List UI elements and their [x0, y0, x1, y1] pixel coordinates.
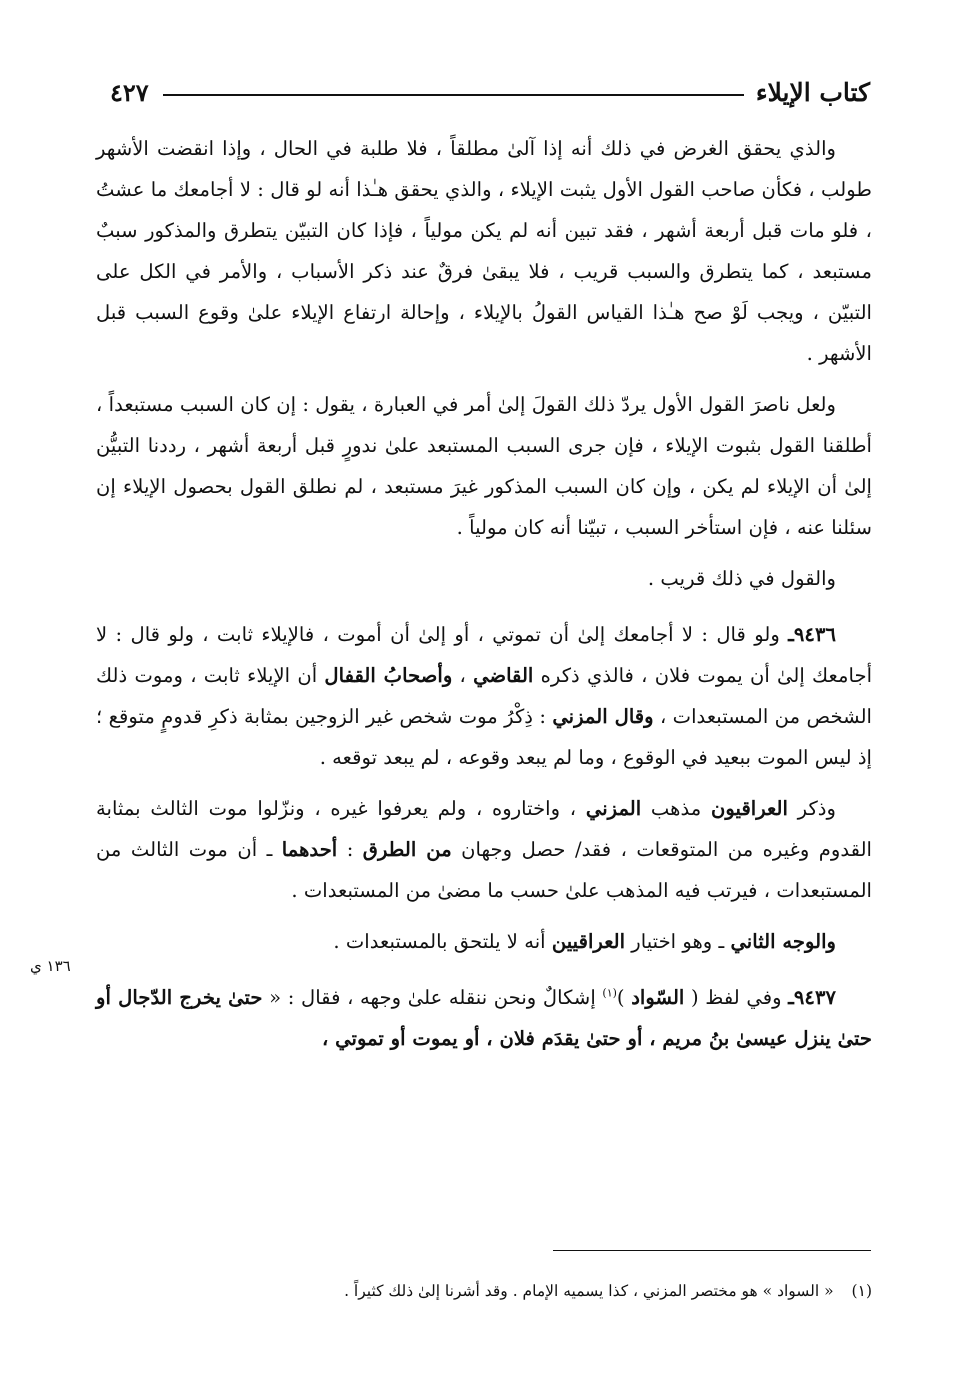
text-run: إشكالٌ ونحن ننقله علىٰ وجهه ، فقال : « — [262, 986, 603, 1009]
text-run: ) — [616, 986, 632, 1009]
bold-term: أحدهما — [281, 838, 338, 861]
paragraph-second-view — [96, 921, 872, 962]
scholar-name: وقال المزني — [552, 705, 654, 728]
text-run: ولو قال : لا أجامعك إلىٰ أن تموتي ، أو إلىٰ أن أموت ، فالإيلاء ثابت ، ولو قال : لا أجامعك إلىٰ أن يموت فلان ، فالذي ذكره — [96, 623, 873, 687]
scholar-name: وأصحابُ القفال — [324, 664, 453, 687]
scholar-name: المزني — [585, 797, 642, 820]
text-run: أن الإيلاء ثابت ، وموت ذلك الشخص من المستبعدات ، — [96, 664, 872, 728]
book-name: السّواد — [631, 986, 685, 1009]
text-run: وفي لفظ ( — [684, 986, 789, 1009]
text-run: مذهب — [641, 797, 712, 820]
footnote-rule — [553, 1250, 871, 1251]
footnote-reference[interactable]: (١) — [602, 986, 617, 1000]
paragraph-iraqiyun — [96, 788, 872, 911]
footnote — [96, 1276, 872, 1306]
paragraph-9436 — [96, 614, 872, 778]
text-run: ، — [452, 664, 474, 687]
header-title: كتاب الإيلاء — [755, 77, 870, 107]
page-number: ٤٢٧ — [110, 77, 149, 107]
main-text — [96, 128, 872, 1059]
footnote-marker: (١) — [851, 1282, 872, 1300]
quotation: حتىٰ يخرج الدّجال أو حتىٰ ينزل عيسىٰ بنُ مريم ، أو حتىٰ يقدَم فلان ، أو يموت أو تموتي ، — [96, 986, 872, 1050]
text-run: ـ أن موت الثالث من المستبعدات ، فيرتب فيه المذهب علىٰ حسب ما مضىٰ من المستبعدات . — [96, 838, 872, 902]
text-run: ، واختاروه ، ولم يعرفوا غيره ، ونزّلوا موت الثالث بمثابة القدوم وغيره من المتوقعات ، فقد/ حصل وجهان — [96, 797, 872, 861]
issue-number: ٩٤٣٧ـ — [788, 986, 837, 1009]
text-run: أنه لا يلتحق بالمستبعدات . — [333, 930, 552, 953]
paragraph-1: والذي يحقق الغرض في ذلك أنه إذا آلىٰ مطلقاً ، فلا طلبة في الحال ، وإذا انقضت الأشهر طولب ، فكأن صاحب القول الأول يثبت الإيلاء ، والذي يحقق هـٰذا أنه لو قال : لا أجامعك ما عشتُ ، فلو مات قبل أربعة أشهر ، فقد تبين أنه لم يكن مولياً ، فإذا كان التبيّن يتطرق والمذكور سببٌ مستبعد ، كما يتطرق والسبب قريب ، فلا يبقىٰ فرقٌ عند ذكر الأسباب ، والأمر في الكل على التبيّن ، ويجب لَوْ صح هـٰذا القياس القولُ بالإيلاء ، وإحالة ارتفاع الإيلاء علىٰ وقوع السبب قبل الأشهر . — [96, 137, 872, 365]
text-run: : — [337, 838, 363, 861]
bold-term: والوجه الثاني — [730, 930, 836, 953]
issue-number: ٩٤٣٦ـ — [788, 623, 836, 646]
header-rule — [163, 94, 744, 96]
paragraph-3: والقول في ذلك قريب . — [647, 567, 836, 590]
paragraph-9437 — [96, 977, 872, 1059]
paragraph-2: ولعل ناصرَ القول الأول يردّ ذلك القولَ إلىٰ أمر في العبارة ، يقول : إن كان السبب مستبعداً ، أطلقنا القول بثبوت الإيلاء ، فإن جرى السبب المستبعد علىٰ ندورٍ قبل أربعة أشهر ، رددنا التبيُّن إلىٰ أن الإيلاء لم يكن ، وإن كان السبب المذكور غيرَ مستبعد ، لم نطلق القول بحصول الإيلاء إن سئلنا عنه ، فإن استأخر السبب ، تبيّنا أنه كان مولياً . — [96, 393, 872, 539]
text-run: ـ وهو اختيار — [625, 930, 731, 953]
scholar-name: العراقيون — [711, 797, 788, 820]
footnote-text: « السواد » هو مختصر المزني ، كذا يسميه الإمام . وقد أشرنا إلىٰ ذلك كثيراً . — [344, 1282, 834, 1300]
scholar-name: القاضي — [473, 664, 534, 687]
text-run: وذكر — [787, 797, 836, 820]
text-run: : ذِكْرُ موت شخص غير الزوجين بمثابة ذكرِ قدومٍ متوقع ؛ إذ ليس الموت ببعيد في الوقوع ، وما لم يبعد وقوعه ، لم يبعد توقعه . — [96, 705, 872, 769]
margin-note: ١٣٦ ي — [30, 957, 71, 975]
running-header — [110, 72, 870, 112]
scholar-name: العراقيين — [551, 930, 626, 953]
bold-term: من الطرق — [362, 838, 452, 861]
